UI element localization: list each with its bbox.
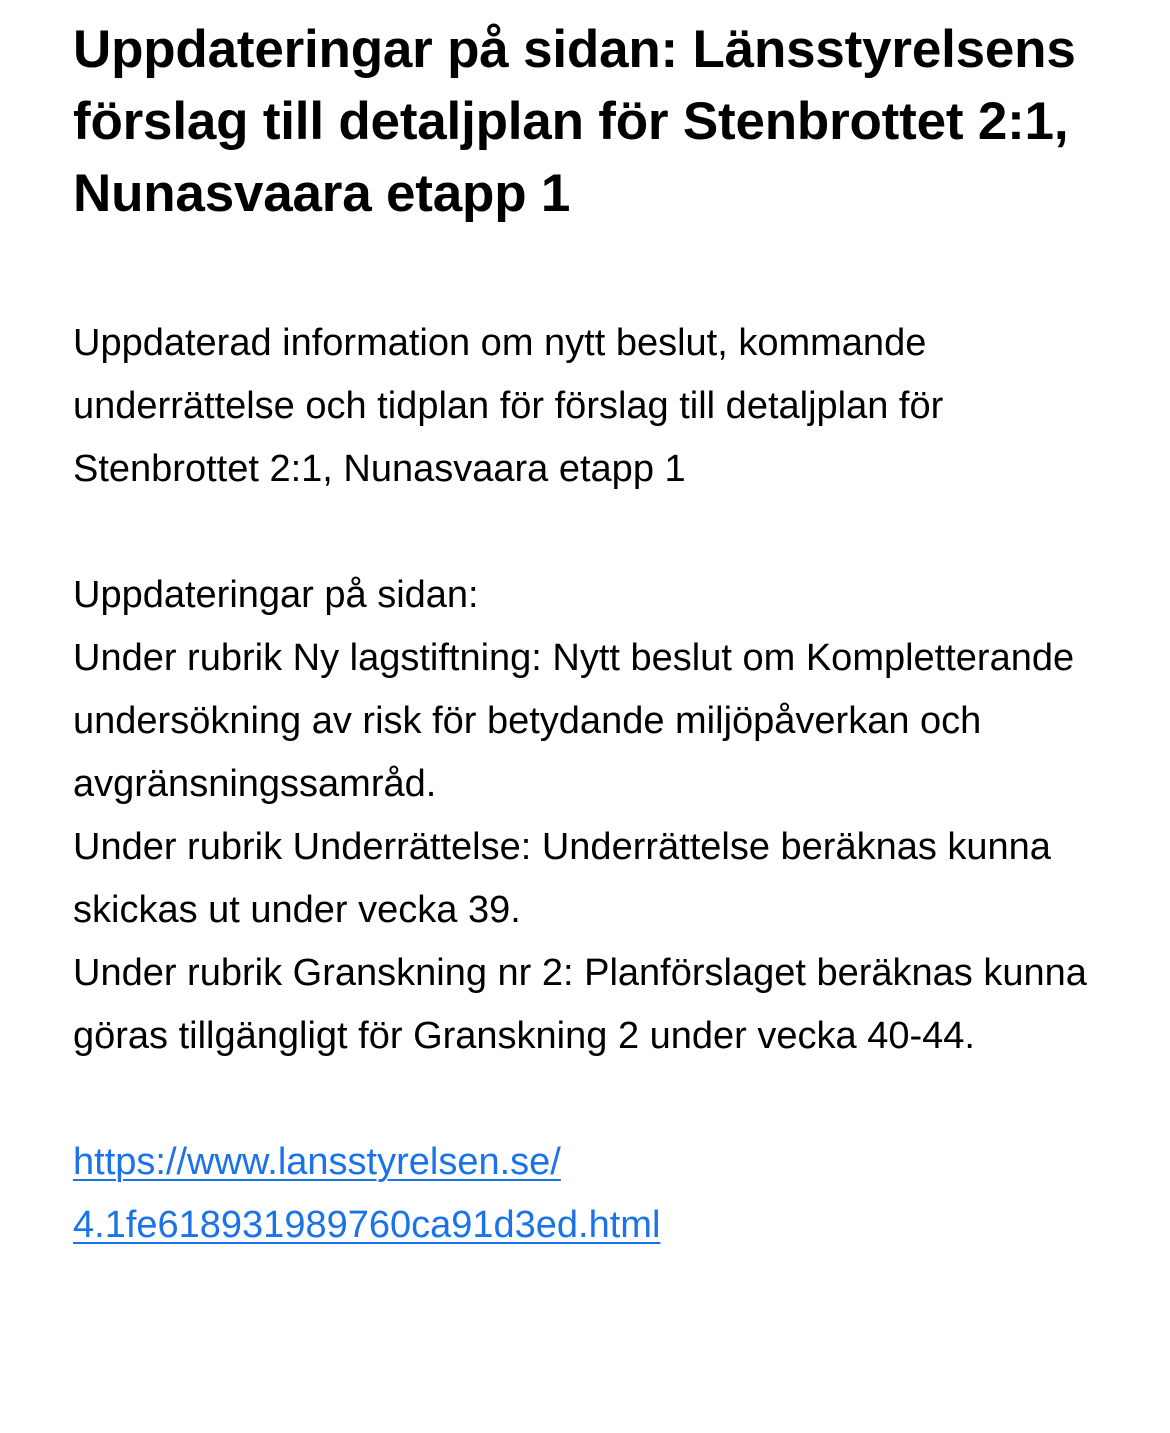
lansstyrelsen-link[interactable] bbox=[73, 1131, 660, 1257]
post-title: Uppdateringar på sidan: Länsstyrelsens förslag till detaljplan för Stenbrottet 2:1, Nunasvaara etapp 1 bbox=[73, 20, 1076, 223]
link-line-2: 4.1fe618931989760ca91d3ed.html bbox=[73, 1204, 661, 1246]
updates-section bbox=[73, 564, 1113, 1068]
post-intro: Uppdaterad information om nytt beslut, kommande underrättelse och tidplan för förslag till detaljplan för Stenbrottet 2:1, Nunasvaara etapp 1 bbox=[73, 322, 944, 490]
post-content bbox=[73, 14, 1113, 1257]
link-line-1: https://www.lansstyrelsen.se/ bbox=[73, 1141, 561, 1183]
update-item: Under rubrik Ny lagstiftning: Nytt beslut om Kompletterande undersökning av risk för betydande miljöpåverkan och avgränsningssamråd. bbox=[73, 637, 1075, 805]
update-item: Under rubrik Underrättelse: Underrättelse beräknas kunna skickas ut under vecka 39. bbox=[73, 826, 1051, 931]
link-section bbox=[73, 1131, 1113, 1257]
updates-heading: Uppdateringar på sidan: bbox=[73, 574, 479, 616]
update-item: Under rubrik Granskning nr 2: Planförslaget beräknas kunna göras tillgängligt för Granskning 2 under vecka 40-44. bbox=[73, 952, 1087, 1057]
